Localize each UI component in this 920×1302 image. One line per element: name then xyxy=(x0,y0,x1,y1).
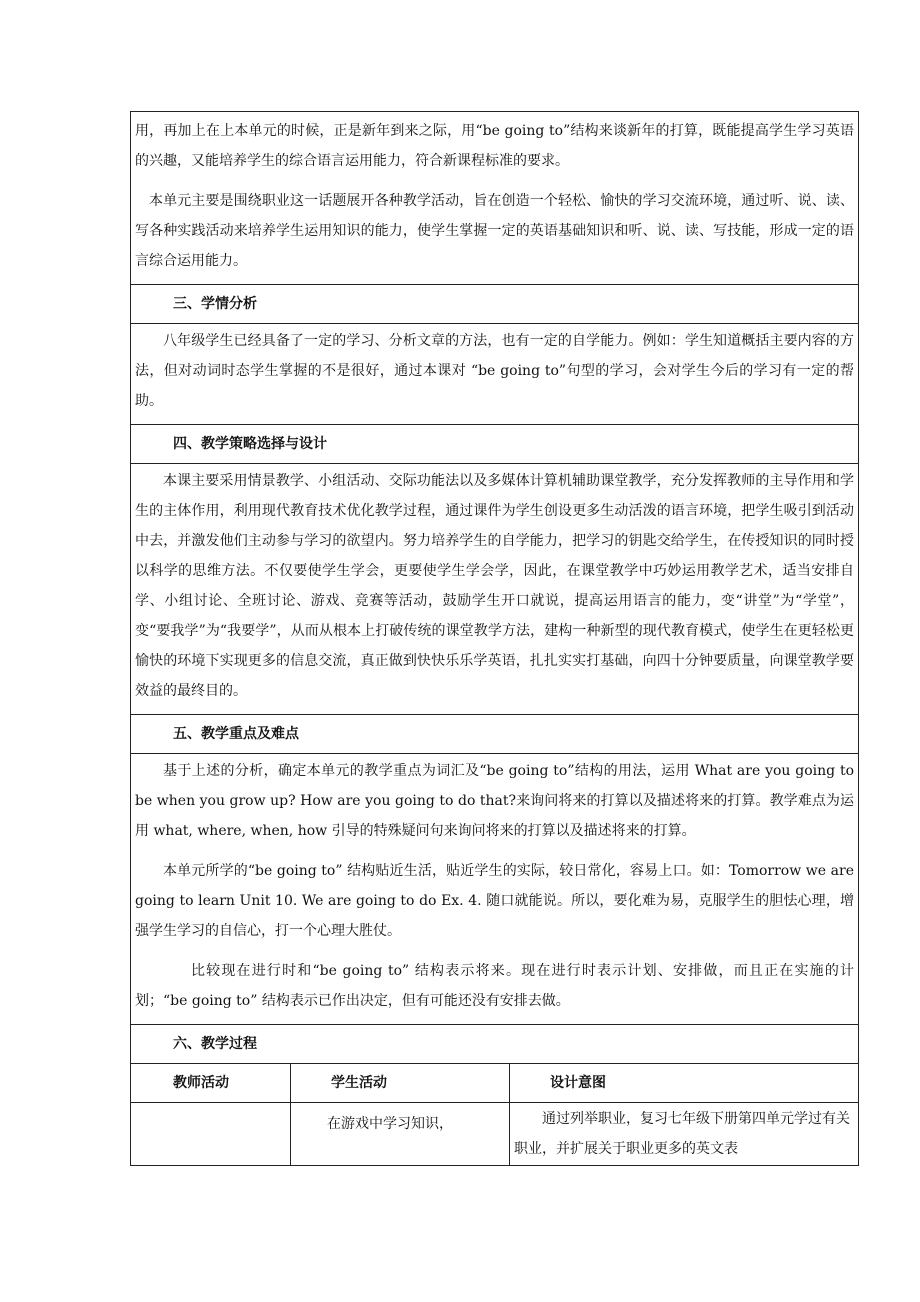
intro-paragraph-2: 本单元主要是围绕职业这一话题展开各种教学活动，旨在创造一个轻松、愉快的学习交流环境，通过听、说、读、写各种实践活动来培养学生运用知识的能力，使学生掌握一定的英语基础知识和听、说、读、写技能，形成一定的语言综合运用能力。 xyxy=(135,193,854,269)
table-row xyxy=(131,1103,859,1166)
section-4-paragraph: 本课主要采用情景教学、小组活动、交际功能法以及多媒体计算机辅助课堂教学，充分发挥教师的主导作用和学生的主体作用，利用现代教育技术优化教学过程，通过课件为学生创设更多生动活泼的语言环境，把学生吸引到活动中去，并激发他们主动参与学习的欲望内。努力培养学生的自学能力，把学习的钥匙交给学生，在传授知识的同时授以科学的思维方法。不仅要使学生学会，更要使学生学会学，因此，在课堂教学中巧妙运用教学艺术，适当安排自学、小组讨论、全班讨论、游戏、竞赛等活动，鼓励学生开口就说，提高运用语言的能力，变“讲堂”为“学堂”，变“要我学”为“我要学”，从而从根本上打破传统的课堂教学方法，建构一种新型的现代教育模式，使学生在更轻松更愉快的环境下实现更多的信息交流，真正做到快快乐乐学英语，扎扎实实打基础，向四十分钟要质量，向课堂教学要效益的最终目的。 xyxy=(135,473,854,699)
section-5-heading: 五、教学重点及难点 xyxy=(130,714,859,753)
section-5-paragraph-1: 基于上述的分析，确定本单元的教学重点为词汇及“be going to”结构的用法，运用 What are you going to be when you grow up? How are you going to do that?来询问将来的打算以及描述将来的打算。教学难点为运用 what, where, when, how 引导的特殊疑问句来询问将来的打算以及描述将来的打算。 xyxy=(135,763,854,839)
spacer xyxy=(131,846,858,856)
header-design-intent: 设计意图 xyxy=(510,1064,859,1103)
intro-paragraph-1: 用，再加上在上本单元的时候，正是新年到来之际，用“be going to”结构来谈新年的打算，既能提高学生学习英语的兴趣，又能培养学生的综合语言运用能力，符合新课程标准的要求。 xyxy=(135,123,854,169)
teaching-process-table xyxy=(130,1063,859,1166)
spacer xyxy=(131,176,858,186)
spacer xyxy=(131,946,858,956)
intro-block xyxy=(130,111,859,284)
cell-teacher-activity xyxy=(131,1103,291,1166)
header-student-activity: 学生活动 xyxy=(291,1064,510,1103)
section-4-heading: 四、教学策略选择与设计 xyxy=(130,424,859,463)
header-teacher-activity: 教师活动 xyxy=(131,1064,291,1103)
cell-student-activity: 在游戏中学习知识， xyxy=(291,1103,510,1166)
document-page xyxy=(130,111,859,1166)
section-4-body xyxy=(130,463,859,714)
section-3-body xyxy=(130,323,859,424)
design-intent-text: 通过列举职业，复习七年级下册第四单元学过有关职业，并扩展关于职业更多的英文表 xyxy=(514,1111,850,1157)
section-5-paragraph-2: 本单元所学的“be going to” 结构贴近生活，贴近学生的实际，较日常化，容易上口。如：Tomorrow we are going to learn Unit 10. We are going to do Ex. 4. 随口就能说。所以，要化难为易，克服学生的胆怯心理，增强学生学习的自信心，打一个心理大胜仗。 xyxy=(135,863,854,939)
cell-design-intent xyxy=(510,1103,859,1166)
table-header-row xyxy=(131,1064,859,1103)
section-3-heading: 三、学情分析 xyxy=(130,284,859,323)
section-5-paragraph-3: 比较现在进行时和“be going to” 结构表示将来。现在进行时表示计划、安排做，而且正在实施的计划；“be going to” 结构表示已作出决定，但有可能还没有安排去做。 xyxy=(135,963,854,1009)
section-3-paragraph: 八年级学生已经具备了一定的学习、分析文章的方法，也有一定的自学能力。例如：学生知道概括主要内容的方法，但对动词时态学生掌握的不是很好，通过本课对 “be going to”句型的学习，会对学生今后的学习有一定的帮助。 xyxy=(135,333,854,409)
section-6-heading: 六、教学过程 xyxy=(130,1024,859,1063)
section-5-body xyxy=(130,753,859,1024)
